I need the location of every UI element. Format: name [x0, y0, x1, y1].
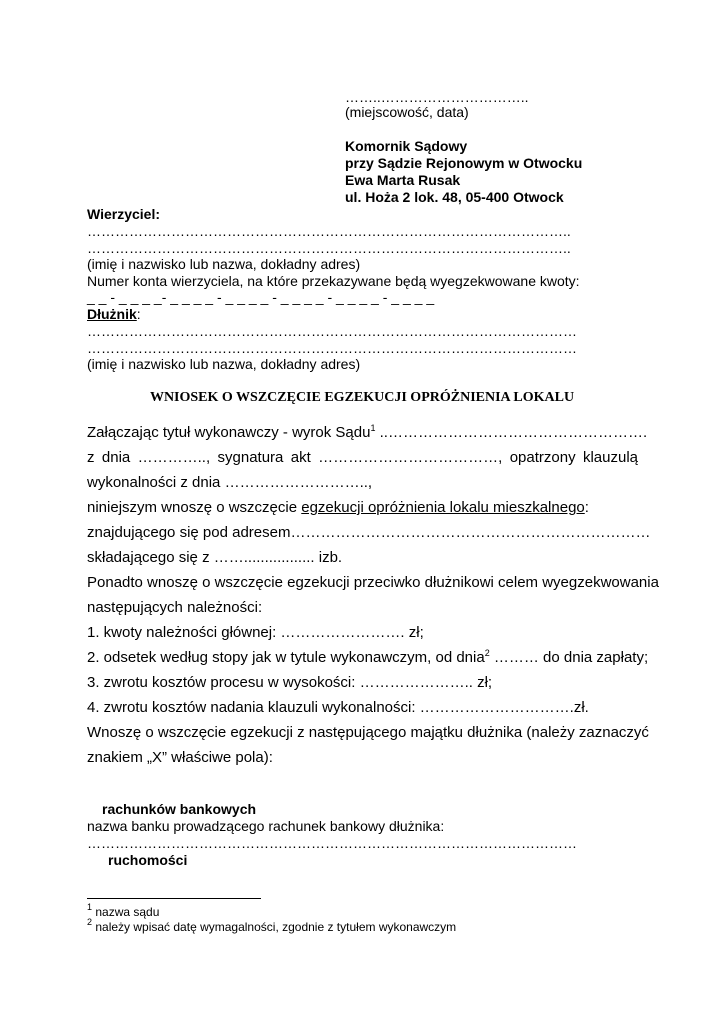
bank-accounts-label[interactable]: rachunków bankowych: [102, 801, 257, 817]
body-line-8: następujących należności:: [87, 599, 263, 616]
bailiff-title: Komornik Sądowy: [345, 138, 468, 154]
body-line-1-text: Załączając tytuł wykonawczy - wyrok Sądu: [87, 424, 371, 441]
debtor-line-1[interactable]: ……………………………………………………………………………………………: [87, 323, 577, 339]
court-name-dots[interactable]: ..…………………………………………….: [375, 424, 648, 441]
body-line-1: [87, 423, 648, 442]
debtor-line-2[interactable]: ……………………………………………………………………………………………: [87, 340, 577, 356]
footnote-ref-1: 1: [370, 423, 376, 433]
body-line-4-colon: :: [584, 499, 589, 516]
place-date-dots[interactable]: ……..…………………………..: [345, 89, 529, 105]
creditor-line-2[interactable]: …………………………………………………………………………………………..: [87, 240, 571, 256]
debtor-hint: (imię i nazwisko lub nazwa, dokładny adres): [87, 356, 361, 372]
debtor-label: Dłużnik: [87, 306, 137, 322]
creditor-label: Wierzyciel:: [87, 206, 161, 222]
body-line-4-text: niniejszym wnoszę o wszczęcie: [87, 499, 302, 516]
creditor-account-label: Numer konta wierzyciela, na które przekazywane będą wyegzekwowane kwoty:: [87, 273, 580, 289]
claim-item-4: 4. zwrotu kosztów nadania klauzuli wykonalności: ………………………….zł.: [87, 699, 589, 716]
body-line-9: Wnoszę o wszczęcie egzekucji z następującego majątku dłużnika (należy zaznaczyć: [87, 724, 649, 741]
footnote-1-text: nazwa sądu: [92, 905, 160, 919]
body-line-4: [87, 499, 589, 517]
bank-name-hint: nazwa banku prowadzącego rachunek bankowy dłużnika:: [87, 818, 445, 834]
claim-item-2: [87, 649, 648, 667]
bailiff-court: przy Sądzie Rejonowym w Otwocku: [345, 155, 583, 171]
creditor-line-1[interactable]: …………………………………………………………………………………………..: [87, 223, 571, 239]
bailiff-address: ul. Hoża 2 lok. 48, 05-400 Otwock: [345, 189, 564, 205]
footnote-1: [87, 902, 160, 920]
creditor-hint: (imię i nazwisko lub nazwa, dokładny adres): [87, 256, 361, 272]
claim-item-2-text: 2. odsetek według stopy jak w tytule wykonawczym, od dnia: [87, 649, 485, 666]
bank-name-dots[interactable]: ……………………………………………………………………………………………: [87, 835, 577, 851]
footnote-2-text: należy wpisać datę wymagalności, zgodnie z tytułem wykonawczym: [92, 920, 457, 934]
creditor-account-field[interactable]: _ _ - _ _ _ _- _ _ _ _ - _ _ _ _ - _ _ _ _ - _ _ _ _ - _ _ _ _: [87, 289, 435, 305]
body-line-10: znakiem „X” właściwe pola):: [87, 749, 273, 766]
debtor-label-colon: :: [136, 306, 141, 322]
body-line-2: z dnia ………….., sygnatura akt ………………………………, opatrzony klauzulą: [87, 449, 638, 466]
body-line-3: wykonalności z dnia ………………………..,: [87, 474, 373, 491]
bailiff-name: Ewa Marta Rusak: [345, 172, 461, 188]
eviction-phrase: egzekucji opróżnienia lokalu mieszkalnego: [301, 499, 585, 516]
footnote-2-mark: 2: [87, 917, 93, 927]
footnote-2: [87, 917, 457, 935]
debtor-label-row: [87, 306, 141, 323]
movables-label[interactable]: ruchomości: [108, 852, 188, 868]
body-line-5: znajdującego się pod adresem………………………………………………………………: [87, 524, 651, 541]
claim-item-1: 1. kwoty należności głównej: ……………………. zł;: [87, 624, 424, 641]
body-line-6: składającego się z ……................. izb.: [87, 549, 343, 566]
place-date-label: (miejscowość, data): [345, 104, 469, 120]
body-line-7: Ponadto wnoszę o wszczęcie egzekucji przeciwko dłużnikowi celem wyegzekwowania: [87, 574, 659, 591]
footnote-ref-2: 2: [484, 648, 490, 658]
claim-item-3: 3. zwrotu kosztów procesu w wysokości: ………………….. zł;: [87, 674, 493, 691]
footnote-separator: [87, 898, 261, 899]
document-title: WNIOSEK O WSZCZĘCIE EGZEKUCJI OPRÓŻNIENIA LOKALU: [149, 390, 575, 405]
footnote-1-mark: 1: [87, 902, 93, 912]
claim-item-2-rest: ……… do dnia zapłaty;: [489, 649, 649, 666]
